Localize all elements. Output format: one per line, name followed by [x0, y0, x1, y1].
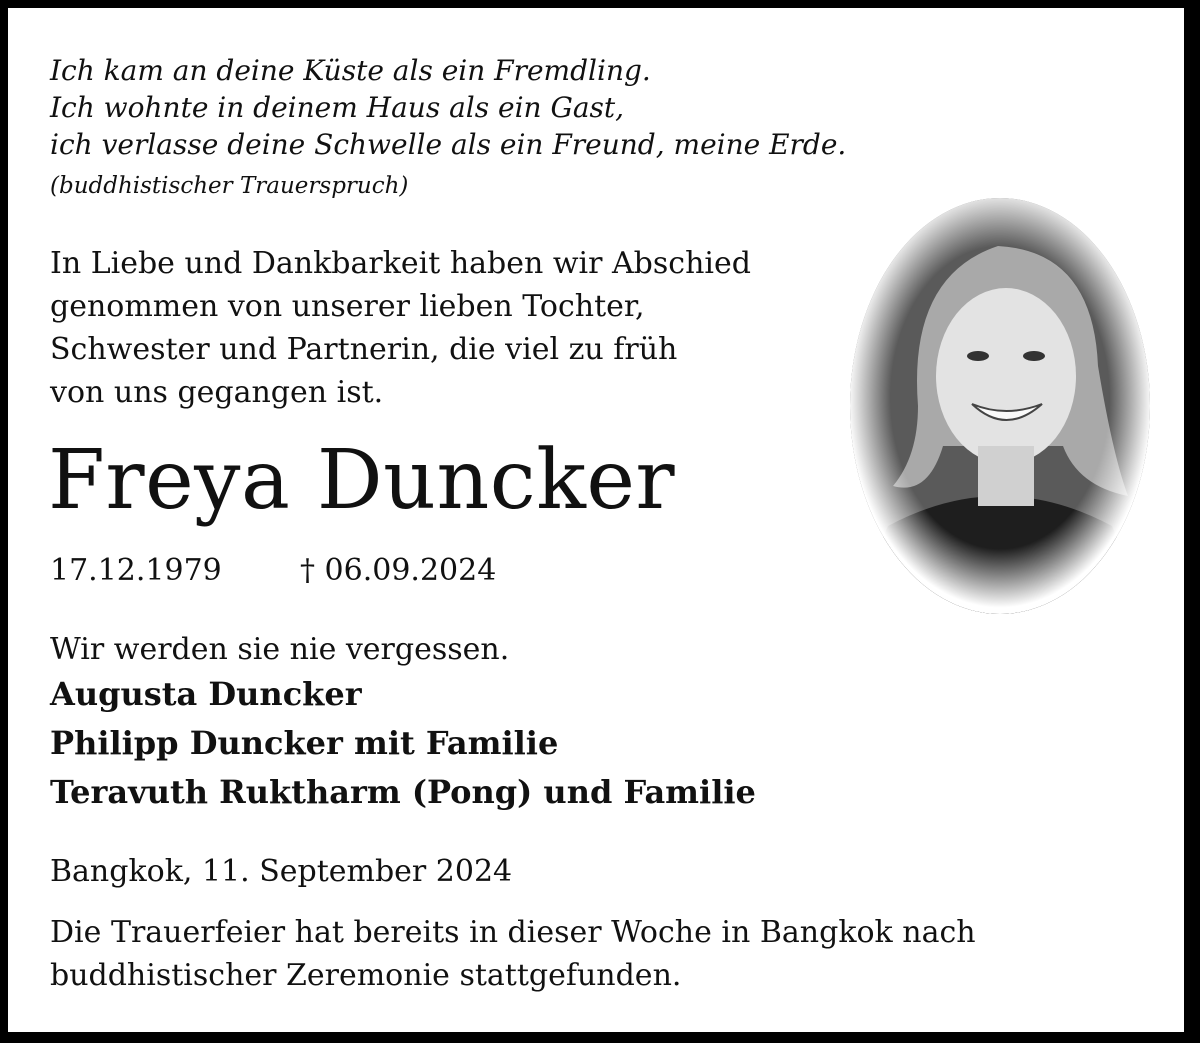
place-date: Bangkok, 11. September 2024: [50, 854, 513, 889]
mourner-name: Teravuth Ruktharm (Pong) und Familie: [50, 773, 756, 811]
quote-block: [50, 52, 846, 163]
closing-statement: Wir werden sie nie vergessen.: [50, 632, 510, 667]
mourner-name: Philipp Duncker mit Familie: [50, 724, 559, 762]
obituary-card: [8, 8, 1184, 1032]
quote-line: Ich wohnte in deinem Haus als ein Gast,: [50, 91, 625, 124]
quote-line: ich verlasse deine Schwelle als ein Freund, meine Erde.: [50, 128, 847, 161]
intro-line: von uns gegangen ist.: [50, 375, 384, 410]
quote-line: Ich kam an deine Küste als ein Fremdling.: [50, 54, 651, 87]
mourners-list: [50, 670, 756, 817]
deceased-name: Freya Duncker: [48, 433, 676, 528]
intro-line: In Liebe und Dankbarkeit haben wir Abschied: [50, 246, 751, 281]
intro-line: genommen von unserer lieben Tochter,: [50, 289, 645, 324]
portrait-photo: [848, 196, 1152, 616]
notice-line: buddhistischer Zeremonie stattgefunden.: [50, 958, 682, 993]
intro-line: Schwester und Partnerin, die viel zu früh: [50, 332, 678, 367]
birth-date: 17.12.1979: [50, 553, 222, 588]
ceremony-notice: [50, 911, 976, 997]
mourner-name: Augusta Duncker: [50, 675, 362, 713]
notice-line: Die Trauerfeier hat bereits in dieser Woche in Bangkok nach: [50, 915, 976, 950]
quote-source: (buddhistischer Trauerspruch): [50, 173, 409, 199]
intro-text: [50, 242, 751, 414]
death-date: † 06.09.2024: [300, 553, 497, 588]
